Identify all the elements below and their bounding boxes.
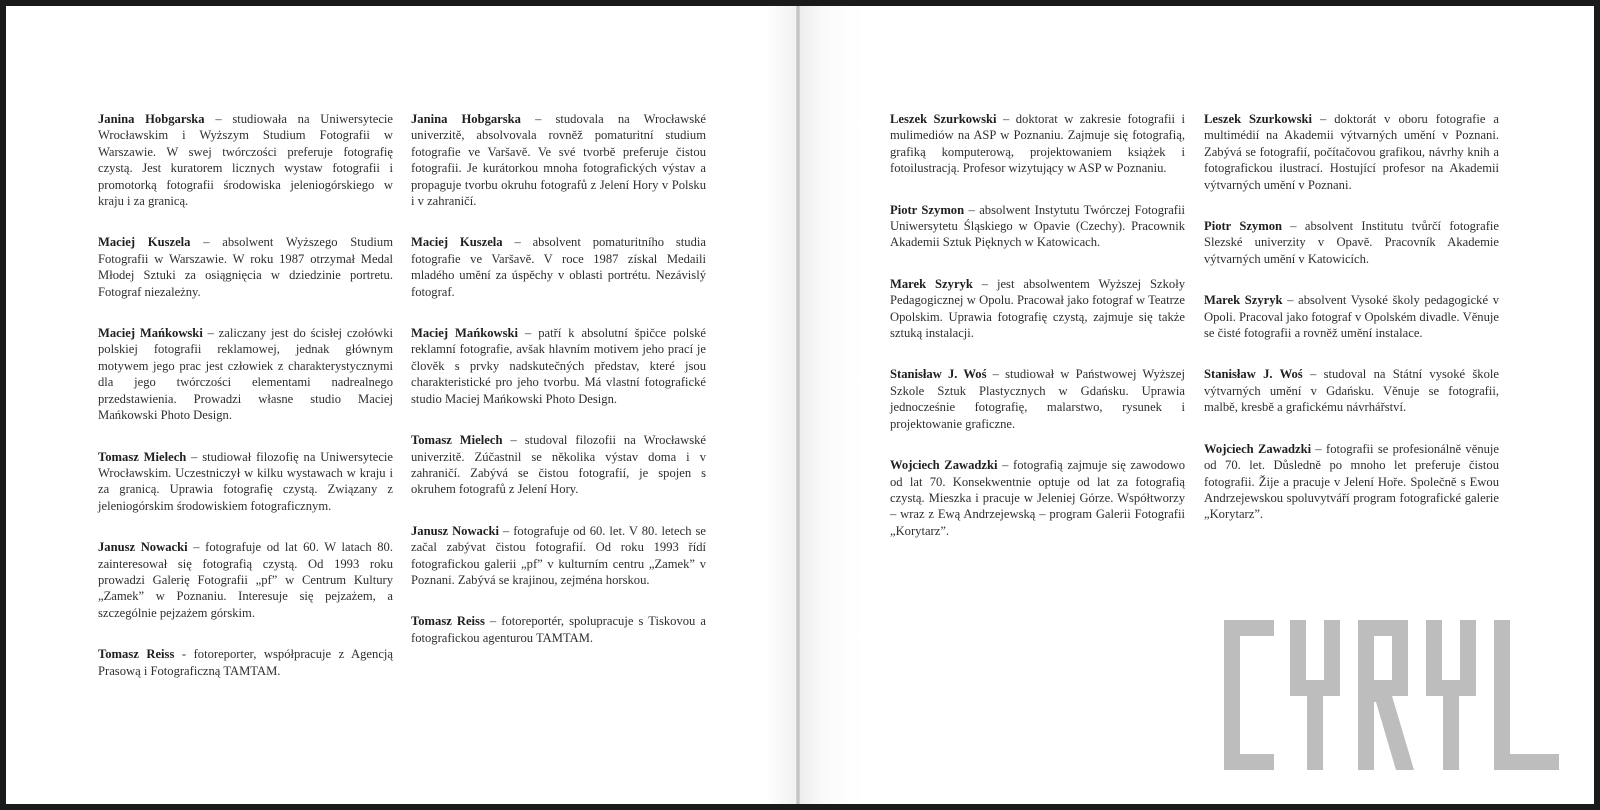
bio-name: Janusz Nowacki [98, 540, 188, 555]
bio-text: – patří k absolutní špičce polské reklamní fotografie, avšak hlavním motivem jeho prací je člověk s prvky nadskutečných představ, které jsou charakteristické pro jeho tvorbu. Má vlastní fotografické studio Maciej Mańkowski Photo Design. [411, 326, 706, 406]
bio-text: – doktorat w zakresie fotografii i mulimediów na ASP w Poznaniu. Zajmuje się fotografią, grafiką komputerową, projektowaniem książek i fotoilustracją. Profesor wizytujący w ASP w Poznaniu. [890, 112, 1185, 176]
bio-name: Maciej Mańkowski [98, 326, 203, 341]
bio-entry [411, 432, 706, 498]
bio-text: – fotografuje od lat 60. W latach 80. zainteresował się fotografią czystą. Od 1993 roku prowadzi Galerię Fotografii „pf” w Centrum Kultury „Zamek” w Poznaniu. Interesuje się pejzażem, a szczególnie pejzażem górskim. [98, 540, 393, 620]
bio-text: – studoval filozofii na Wrocławské univerzitě. Zúčastnil se několika výstav doma i v zahraničí. Zabývá se čistou fotografií, je spojen s okruhem fotografů z Jelení Hory. [411, 433, 707, 497]
bio-name: Maciej Kuszela [98, 235, 191, 250]
bio-entry [98, 234, 393, 300]
bio-entry [411, 325, 706, 407]
bio-text: – studiował w Państwowej Wyższej Szkole Sztuk Plastycznych w Gdańsku. Uprawia jednocześnie fotografię, malarstwo, rysunek i projektowanie graficzne. [890, 367, 1186, 431]
bio-entry [890, 202, 1185, 251]
polish-bios-left-column [98, 111, 393, 704]
bio-name: Tomasz Reiss [98, 647, 175, 662]
bio-text: – doktorát v oboru fotografie a multimédií na Akademii výtvarných umění v Poznani. Zabývá se fotografií, počítačovou grafikou, návrhy knih a fotografickou ilustrací. Hostující profesor na Akademii výtvarných umění v Poznani. [1204, 112, 1499, 192]
bio-name: Stanisław J. Woś [1204, 367, 1303, 382]
bio-name: Piotr Szymon [1204, 219, 1283, 234]
bio-entry [411, 111, 706, 209]
bio-text: – absolwent Instytutu Twórczej Fotografii Uniwersytetu Śląskiego w Opavie (Czechy). Pracownik Akademii Sztuk Pięknych w Katowicach. [890, 202, 1185, 250]
bio-text: – fotografuje od 60. let. V 80. letech se začal zabývat čistou fotografií. Od roku 1993 řídí fotografickou galerii „pf” v kulturním centru „Zamek” v Poznani. Zabývá se krajinou, zejména horskou. [411, 523, 706, 587]
bio-entry [890, 276, 1185, 342]
czech-bios-left-column [411, 111, 706, 671]
bio-name: Maciej Kuszela [411, 235, 503, 250]
cyryl-logo [1224, 620, 1559, 770]
bio-name: Wojciech Zawadzki [890, 458, 998, 473]
bio-name: Leszek Szurkowski [890, 112, 997, 126]
bio-text: – studoval na Státní vysoké škole výtvarných umění v Gdańsku. Věnuje se fotografii, malbě, kresbě a grafickému návrhářství. [1204, 367, 1499, 415]
bio-entry [1204, 292, 1499, 341]
bio-entry [411, 523, 706, 589]
bio-entry [1204, 441, 1499, 523]
bio-entry [890, 111, 1185, 177]
bio-name: Wojciech Zawadzki [1204, 441, 1312, 456]
bio-entry [890, 366, 1185, 432]
bio-name: Tomasz Mielech [98, 449, 187, 464]
bio-text: – absolvent Institutu tvůrčí fotografie Slezské univerzity v Opavě. Pracovník Akademie výtvarných umění v Katowicích. [1204, 219, 1499, 266]
bio-name: Leszek Szurkowski [1204, 112, 1313, 126]
bio-entry [98, 111, 393, 209]
bio-text: - fotoreporter, współpracuje z Agencją Prasową i Fotograficzną TAMTAM. [98, 647, 393, 678]
bio-name: Piotr Szymon [890, 202, 965, 217]
bio-name: Stanisław J. Woś [890, 367, 987, 382]
bio-entry [1204, 218, 1499, 267]
bio-entry [890, 457, 1185, 539]
bio-text: – jest absolwentem Wyższej Szkoły Pedagogicznej w Opolu. Pracował jako fotograf w Teatrze Opolskim. Uprawia fotografię czystą, zajmuje się także sztuką instalacji. [890, 276, 1185, 341]
bio-entry [98, 539, 393, 621]
bio-text: – studovala na Wrocławské univerzitě, absolvovala rovněž pomaturitní studium fotografie ve Varšavě. Ve své tvorbě preferuje čistou fotografii. Je kurátorkou mnoha fotografických výstav a propaguje tvorbu okruhu fotografů z Jelení Hory v Polsku i v zahraničí. [411, 112, 707, 209]
bio-text: – studiowała na Uniwersytecie Wrocławskim i Wyższym Studium Fotografii w Warszawie. W swej twórczości preferuje fotografię czystą. Jest kuratorem licznych wystaw fotografii i promotorką fotografii środowiska jeleniogórskiego w kraju i za granicą. [98, 112, 393, 209]
bio-name: Janusz Nowacki [411, 523, 499, 538]
bio-entry [411, 613, 706, 646]
czech-bios-right-column [1204, 111, 1499, 548]
bio-name: Janina Hobgarska [98, 112, 205, 126]
bio-text: – studiował filozofię na Uniwersytecie Wrocławskim. Uczestniczył w kilku wystawach w kraju i za granicą. Uprawia fotografię czystą. Związany z jeleniogórskim środowiskiem fotograficznym. [98, 449, 394, 513]
bio-text: – fotografii se profesionálně věnuje od 70. let. Důsledně po mnoho let preferuje čistou fotografii. Žije a pracuje v Jelení Hoře. Společně s Ewou Andrzejewskou spoluvytváří program fotografické galerie „Korytarz”. [1204, 441, 1500, 522]
bio-text: – absolvent pomaturitního studia fotografie ve Varšavě. V roce 1987 získal Medaili mladého umění za úspěchy v oblasti portrétu. Nezávislý fotograf. [411, 235, 706, 299]
bio-entry [1204, 111, 1499, 193]
bio-name: Tomasz Mielech [411, 433, 503, 448]
bio-name: Marek Szyryk [890, 276, 973, 291]
bio-text: – zaliczany jest do ścisłej czołówki polskiej fotografii reklamowej, jednak głównym motywem jego prac jest człowiek z charakterystycznymi dla jego twórczości elementami nadrealnego przedstawienia. Prowadzi własne studio Maciej Mańkowski Photo Design. [98, 326, 393, 423]
bio-name: Tomasz Reiss [411, 614, 485, 629]
bio-entry [411, 234, 706, 300]
polish-bios-right-column [890, 111, 1185, 564]
bio-text: – absolwent Wyższego Studium Fotografii w Warszawie. W roku 1987 otrzymał Medal Młodej Sztuki za osiągnięcia w dziedzinie portretu. Fotograf niezależny. [98, 235, 393, 299]
bio-text: – fotoreportér, spolupracuje s Tiskovou a fotografickou agenturou TAMTAM. [411, 614, 706, 645]
bio-name: Janina Hobgarska [411, 112, 521, 126]
book-spine [796, 6, 800, 804]
bio-entry [98, 646, 393, 679]
bio-text: – absolvent Vysoké školy pedagogické v Opoli. Pracoval jako fotograf v Opolském divadle. Věnuje se čisté fotografii a rovněž umění instalace. [1204, 293, 1499, 341]
bio-name: Maciej Mańkowski [411, 326, 519, 341]
bio-entry [98, 449, 393, 515]
bio-entry [1204, 366, 1499, 415]
bio-entry [98, 325, 393, 423]
bio-name: Marek Szyryk [1204, 293, 1283, 308]
bio-text: – fotografią zajmuje się zawodowo od lat 70. Konsekwentnie optuje od lat za fotografią czystą. Mieszka i pracuje w Jeleniej Górze. Współtworzy – wraz z Ewą Andrzejewską – program Galerii Fotografii „Korytarz”. [890, 458, 1185, 538]
